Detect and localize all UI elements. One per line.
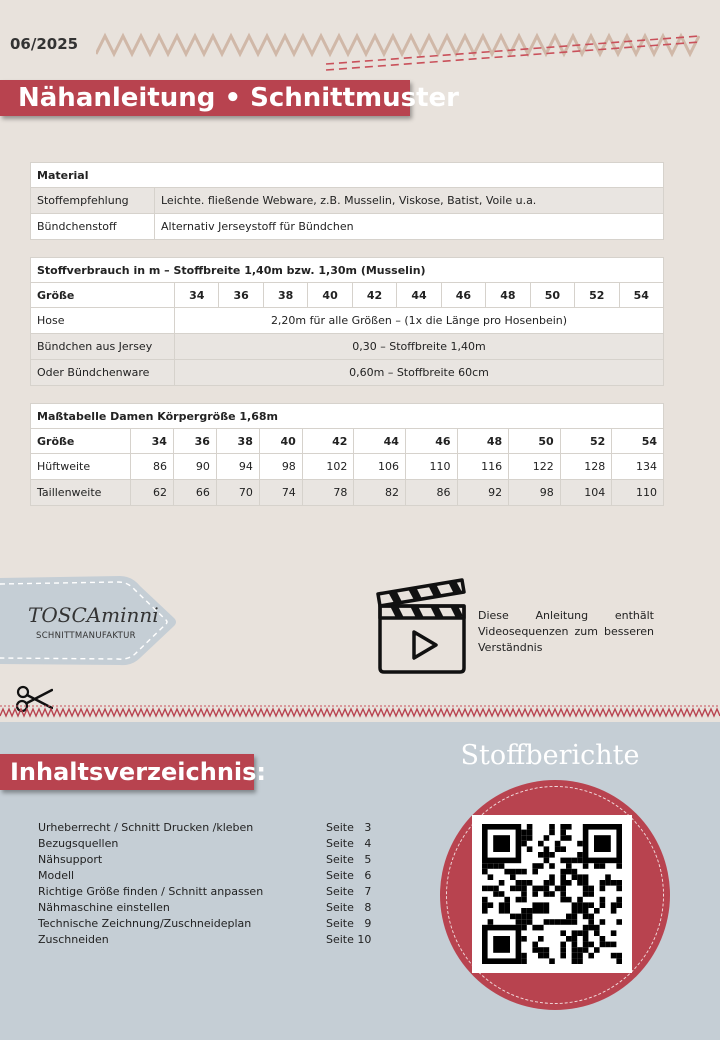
consumption-value: 2,20m für alle Größen – (1x die Länge pro Hosenbein) bbox=[175, 308, 664, 334]
toc-item bbox=[38, 836, 378, 852]
header-bar bbox=[0, 0, 720, 78]
toc-item-page: Seite 5 bbox=[326, 853, 372, 866]
toc-item-page: Seite 4 bbox=[326, 837, 372, 850]
toc-item-title: Bezugsquellen bbox=[38, 837, 119, 850]
toc-item bbox=[38, 932, 378, 948]
consumption-value: 0,60m – Stoffbreite 60cm bbox=[175, 360, 664, 386]
toc-item-page: Seite 3 bbox=[326, 821, 372, 834]
material-label: Bündchenstoff bbox=[31, 214, 155, 240]
size-header: 42 bbox=[302, 429, 354, 454]
measurement-value: 128 bbox=[560, 454, 612, 480]
toc-item bbox=[38, 884, 378, 900]
consumption-label: Oder Bündchenware bbox=[31, 360, 175, 386]
material-label: Stoffempfehlung bbox=[31, 188, 155, 214]
size-header: 50 bbox=[530, 283, 574, 308]
size-header: 42 bbox=[352, 283, 396, 308]
measurement-value: 104 bbox=[560, 480, 612, 506]
measurement-value: 98 bbox=[259, 454, 302, 480]
size-header: 36 bbox=[173, 429, 216, 454]
measurement-value: 62 bbox=[131, 480, 174, 506]
toc-item-title: Technische Zeichnung/Zuschneideplan bbox=[38, 917, 252, 930]
video-clapperboard-icon bbox=[374, 576, 470, 674]
measurement-label: Hüftweite bbox=[31, 454, 131, 480]
consumption-label: Bündchen aus Jersey bbox=[31, 334, 175, 360]
consumption-label: Hose bbox=[31, 308, 175, 334]
measurement-value: 86 bbox=[405, 480, 457, 506]
toc-item-page: Seite 6 bbox=[326, 869, 372, 882]
measurement-value: 86 bbox=[131, 454, 174, 480]
size-header: 52 bbox=[575, 283, 619, 308]
size-header: 46 bbox=[441, 283, 485, 308]
video-note-text: Diese Anleitung enthält Videosequenzen zum besseren Verständnis bbox=[478, 609, 654, 654]
zigzag-stitch-decoration bbox=[96, 28, 700, 72]
size-header: 34 bbox=[131, 429, 174, 454]
toc-item-title: Modell bbox=[38, 869, 75, 882]
measurement-table bbox=[30, 403, 664, 506]
toc-item-page: Seite 10 bbox=[326, 933, 372, 946]
toc-item-page: Seite 8 bbox=[326, 901, 372, 914]
toscaminni-logo bbox=[0, 572, 180, 668]
size-header: 54 bbox=[612, 429, 664, 454]
material-heading: Material bbox=[31, 163, 664, 188]
table-of-contents bbox=[38, 820, 378, 948]
size-label: Größe bbox=[31, 429, 131, 454]
page-title-banner: Nähanleitung • Schnittmuster bbox=[0, 80, 410, 116]
size-label: Größe bbox=[31, 283, 175, 308]
measurement-value: 66 bbox=[173, 480, 216, 506]
measurement-value: 110 bbox=[612, 480, 664, 506]
measurement-value: 70 bbox=[216, 480, 259, 506]
measurement-value: 110 bbox=[405, 454, 457, 480]
measurement-value: 78 bbox=[302, 480, 354, 506]
measurement-value: 116 bbox=[457, 454, 509, 480]
size-header: 44 bbox=[397, 283, 441, 308]
material-value: Alternativ Jerseystoff für Bündchen bbox=[155, 214, 664, 240]
material-value: Leichte. fließende Webware, z.B. Musselin, Viskose, Batist, Voile u.a. bbox=[155, 188, 664, 214]
measurement-value: 122 bbox=[509, 454, 561, 480]
toc-title-banner: Inhaltsverzeichnis: bbox=[0, 754, 254, 790]
size-header: 50 bbox=[509, 429, 561, 454]
toc-item bbox=[38, 852, 378, 868]
consumption-value: 0,30 – Stoffbreite 1,40m bbox=[175, 334, 664, 360]
size-header: 34 bbox=[175, 283, 219, 308]
toc-item-title: Richtige Größe finden / Schnitt anpassen bbox=[38, 885, 264, 898]
consumption-heading: Stoffverbrauch in m – Stoffbreite 1,40m bzw. 1,30m (Musselin) bbox=[31, 258, 664, 283]
measurement-label: Taillenweite bbox=[31, 480, 131, 506]
toc-item bbox=[38, 900, 378, 916]
toc-item bbox=[38, 868, 378, 884]
size-header: 52 bbox=[560, 429, 612, 454]
logo-tagline: SCHNITTMANUFAKTUR bbox=[36, 631, 136, 641]
measurement-value: 74 bbox=[259, 480, 302, 506]
size-header: 44 bbox=[354, 429, 406, 454]
toc-item-title: Zuschneiden bbox=[38, 933, 109, 946]
size-header: 36 bbox=[219, 283, 263, 308]
measurement-value: 102 bbox=[302, 454, 354, 480]
material-table bbox=[30, 162, 664, 240]
stitch-line-decoration bbox=[0, 704, 720, 718]
size-header: 54 bbox=[619, 283, 663, 308]
toc-item-page: Seite 7 bbox=[326, 885, 372, 898]
size-header: 40 bbox=[259, 429, 302, 454]
toc-item-title: Urheberrecht / Schnitt Drucken /kleben bbox=[38, 821, 254, 834]
fabric-consumption-table bbox=[30, 257, 664, 386]
measurement-value: 106 bbox=[354, 454, 406, 480]
size-header: 40 bbox=[308, 283, 352, 308]
qr-code[interactable] bbox=[472, 815, 632, 973]
measurement-value: 92 bbox=[457, 480, 509, 506]
issue-date: 06/2025 bbox=[10, 35, 79, 53]
size-header: 46 bbox=[405, 429, 457, 454]
measurement-value: 94 bbox=[216, 454, 259, 480]
toc-item-title: Nähmaschine einstellen bbox=[38, 901, 170, 914]
toc-item bbox=[38, 916, 378, 932]
size-header: 38 bbox=[263, 283, 307, 308]
size-header: 48 bbox=[486, 283, 530, 308]
measurement-value: 134 bbox=[612, 454, 664, 480]
stoffberichte-title: Stoffberichte bbox=[460, 740, 640, 771]
measurement-value: 98 bbox=[509, 480, 561, 506]
measurement-value: 82 bbox=[354, 480, 406, 506]
measurement-heading: Maßtabelle Damen Körpergröße 1,68m bbox=[31, 404, 664, 429]
logo-name: TOSCAminni bbox=[28, 603, 159, 627]
size-header: 48 bbox=[457, 429, 509, 454]
toc-item-page: Seite 9 bbox=[326, 917, 372, 930]
measurement-value: 90 bbox=[173, 454, 216, 480]
size-header: 38 bbox=[216, 429, 259, 454]
toc-item-title: Nähsupport bbox=[38, 853, 103, 866]
toc-item bbox=[38, 820, 378, 836]
